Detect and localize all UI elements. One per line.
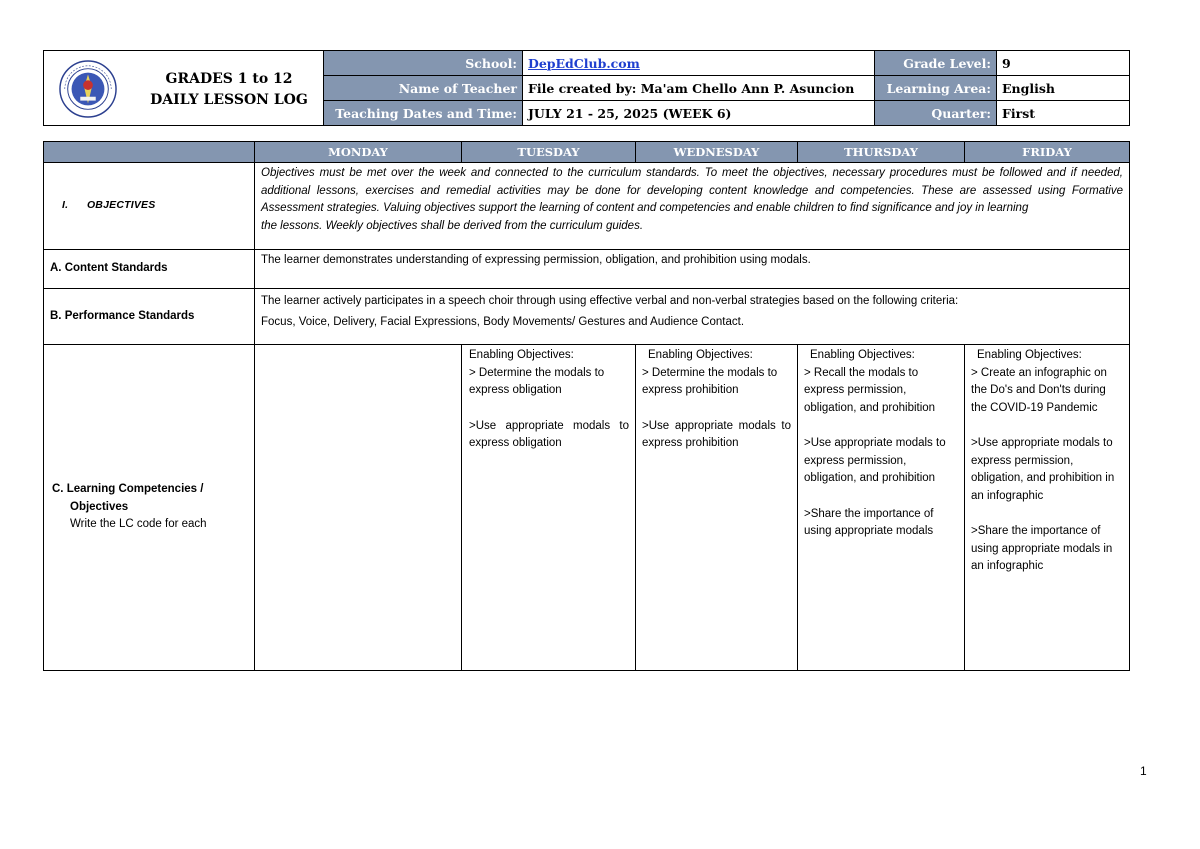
friday-objective-2: >Use appropriate modals to express permission, obligation, and prohibition in an infographic — [971, 437, 1115, 502]
competencies-wednesday — [636, 345, 798, 671]
school-value — [523, 51, 875, 76]
day-tuesday: TUESDAY — [462, 142, 636, 163]
competencies-friday — [965, 345, 1130, 671]
thursday-objective-1: > Recall the modals to express permission, obligation, and prohibition — [804, 366, 936, 414]
competencies-label-line2: Objectives — [70, 500, 129, 513]
competencies-thursday — [798, 345, 965, 671]
page-number: 1 — [1140, 764, 1147, 778]
dates-label: Teaching Dates and Time: — [324, 101, 523, 126]
teacher-value: File created by: Ma'am Chello Ann P. Asuncion — [523, 76, 875, 101]
content-standards-label: A. Content Standards — [44, 250, 255, 289]
performance-standards-label: B. Performance Standards — [44, 289, 255, 345]
day-thursday: THURSDAY — [798, 142, 965, 163]
day-monday: MONDAY — [255, 142, 462, 163]
day-friday: FRIDAY — [965, 142, 1130, 163]
tuesday-objective-1: > Determine the modals to express obligation — [469, 366, 605, 396]
quarter-value: First — [997, 101, 1130, 126]
friday-heading: Enabling Objectives: — [977, 349, 1082, 361]
objectives-text — [255, 163, 1130, 250]
wednesday-objective-2: >Use appropriate modals to express prohibition — [642, 419, 791, 449]
performance-standards-line1: The learner actively participates in a speech choir through using effective verbal and non-verbal strategies based on the following criteria: — [261, 295, 959, 307]
performance-standards-text — [255, 289, 1130, 345]
teacher-label: Name of Teacher — [324, 76, 523, 101]
objectives-label: I. OBJECTIVES — [44, 163, 255, 250]
school-label: School: — [324, 51, 523, 76]
performance-standards-line2: Focus, Voice, Delivery, Facial Expressions, Body Movements/ Gestures and Audience Contact. — [261, 316, 745, 328]
objectives-text-main: Objectives must be met over the week and connected to the curriculum standards. To meet the objectives, necessary procedures must be followed and if needed, additional lessons, exercises and remedial activities may be done for developing content knowledge and competencies. These are assessed using Formative Assessment strategies. Valuing objectives support the learning of content and competencies and enable children to find significance and joy in learning — [261, 167, 1123, 214]
thursday-heading: Enabling Objectives: — [810, 349, 915, 361]
header-corner — [44, 142, 255, 163]
header-table — [43, 50, 1130, 126]
learning-area-label: Learning Area: — [875, 76, 997, 101]
competencies-label — [44, 345, 255, 671]
grade-level-label: Grade Level: — [875, 51, 997, 76]
wednesday-objective-1: > Determine the modals to express prohibition — [642, 366, 778, 396]
competencies-label-line1: C. Learning Competencies / — [52, 483, 204, 496]
lesson-log-table — [43, 141, 1130, 671]
grade-level-value: 9 — [997, 51, 1130, 76]
day-wednesday: WEDNESDAY — [636, 142, 798, 163]
competencies-label-line3: Write the LC code for each — [70, 518, 207, 531]
tuesday-objective-2: >Use appropriate modals to express obligation — [469, 419, 629, 449]
deped-seal-logo — [59, 60, 117, 118]
school-link[interactable]: DepEdClub.com — [528, 55, 640, 71]
content-standards-text: The learner demonstrates understanding of expressing permission, obligation, and prohibition using modals. — [255, 250, 1130, 289]
dates-value: JULY 21 - 25, 2025 (WEEK 6) — [523, 101, 875, 126]
title-line-2: DAILY LESSON LOG — [150, 92, 308, 108]
friday-objective-3: >Share the importance of using appropriate modals in an infographic — [971, 525, 1113, 572]
form-title — [139, 69, 319, 111]
thursday-objective-2: >Use appropriate modals to express permission, obligation, and prohibition — [804, 437, 946, 484]
tuesday-heading: Enabling Objectives: — [469, 349, 574, 361]
competencies-monday — [255, 345, 462, 671]
competencies-tuesday — [462, 345, 636, 671]
title-cell — [44, 51, 324, 126]
thursday-objective-3: >Share the importance of using appropriate modals — [804, 507, 934, 537]
objectives-text-line2: the lessons. Weekly objectives shall be derived from the curriculum guides. — [261, 219, 644, 232]
learning-area-value: English — [997, 76, 1130, 101]
title-line-1: GRADES 1 to 12 — [165, 71, 293, 87]
friday-objective-1: > Create an infographic on the Do's and Don'ts during the COVID-19 Pandemic — [971, 366, 1107, 414]
wednesday-heading: Enabling Objectives: — [648, 349, 753, 361]
quarter-label: Quarter: — [875, 101, 997, 126]
